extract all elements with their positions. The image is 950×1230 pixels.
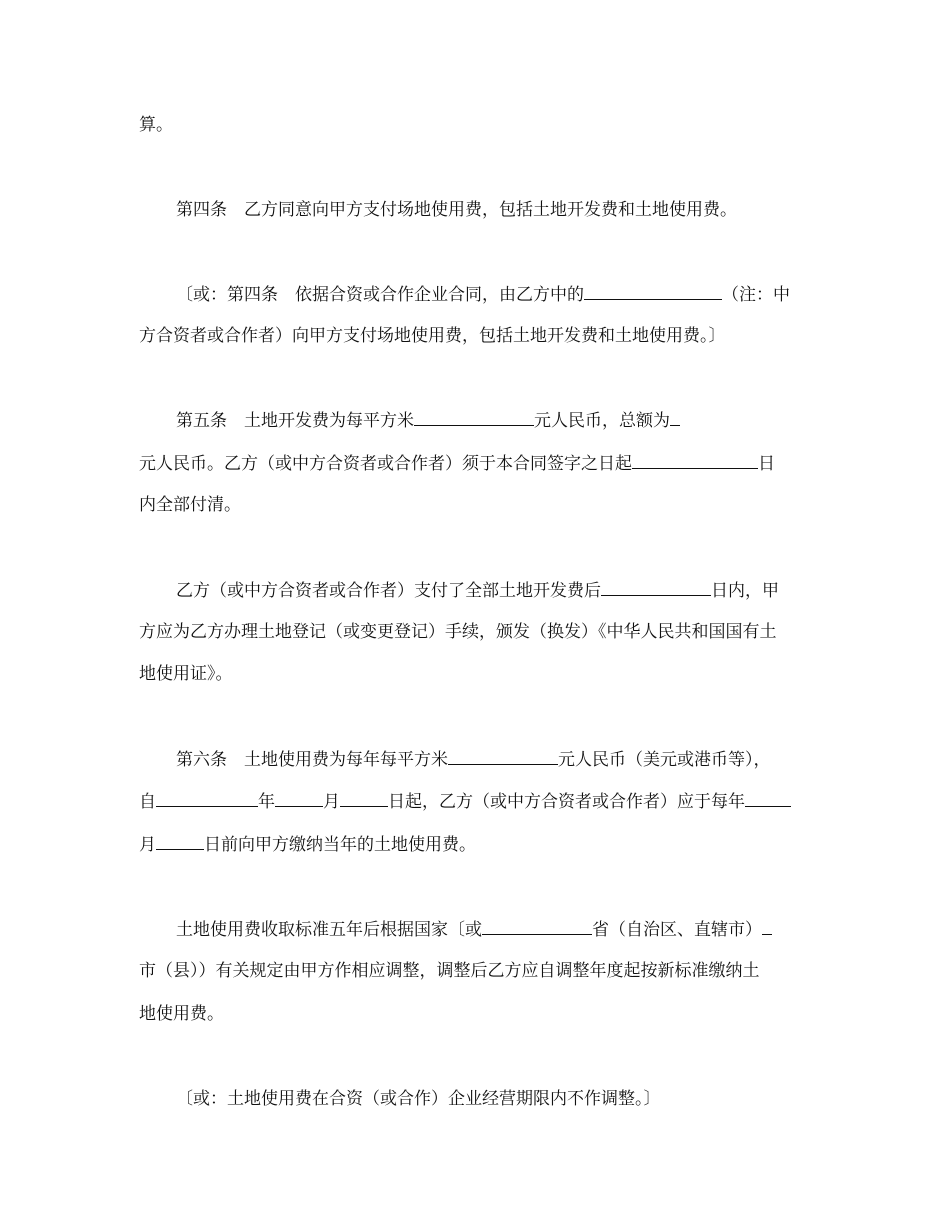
- text-line: 地使用证》。: [139, 664, 233, 684]
- text-line: 月: [139, 835, 156, 855]
- text-line: 乙方（或中方合资者或合作者）支付了全部土地开发费后: [176, 581, 601, 601]
- paragraph-land-registration-line-1: [176, 579, 816, 602]
- article-5-line-1: [176, 409, 816, 432]
- article-text: 元人民币（美元或港币等），: [558, 750, 771, 770]
- article-text: 乙方同意向甲方支付场地使用费，包括土地开发费和土地使用费。: [244, 200, 737, 220]
- fill-blank: [601, 579, 711, 596]
- fill-blank: [584, 283, 722, 300]
- fill-blank: [632, 452, 758, 469]
- fill-blank: [156, 790, 258, 807]
- text-line: 日前向甲方缴纳当年的土地使用费。: [204, 835, 476, 855]
- text-line: 元人民币。乙方（或中方合资者或合作者）须于本合同签字之日起: [139, 454, 632, 474]
- fill-blank: [670, 409, 680, 426]
- text-line: 〔或：土地使用费在合资（或合作）企业经营期限内不作调整。〕: [176, 1089, 661, 1109]
- article-text: 土地使用费为每年每平方米: [244, 750, 448, 770]
- fill-blank: [156, 833, 204, 850]
- fill-blank: [414, 409, 534, 426]
- text-line: 自: [139, 792, 156, 812]
- article-text: 元人民币，总额为: [534, 411, 670, 431]
- text-line: 算。: [139, 115, 173, 135]
- article-5-line-3: [139, 494, 814, 516]
- fill-blank: [745, 790, 791, 807]
- text-line: 地使用费。: [139, 1004, 224, 1024]
- article-4-alt-line-1: [176, 283, 816, 306]
- article-6-line-3: [139, 833, 814, 856]
- article-number: 〔或：第四条: [176, 285, 278, 305]
- paragraph-land-registration-line-2: [139, 621, 814, 643]
- fill-blank: [448, 748, 558, 765]
- article-text: （注：中: [722, 285, 790, 305]
- text-line: 市（县））有关规定由甲方作相应调整，调整后乙方应自调整年度起按新标准缴纳土: [139, 961, 760, 981]
- article-4: [176, 199, 816, 221]
- text-line: 日起，乙方（或中方合资者或合作者）应于每年: [388, 792, 745, 812]
- article-text: 依据合资或合作企业合同，由乙方中的: [295, 285, 584, 305]
- paragraph-fee-alternative: [176, 1088, 816, 1110]
- text-line: 日: [758, 454, 775, 474]
- article-text: 土地开发费为每平方米: [244, 411, 414, 431]
- fill-blank: [762, 918, 772, 935]
- fill-blank: [482, 918, 592, 935]
- article-number: 第六条: [176, 750, 227, 770]
- article-6-line-2: [139, 790, 814, 813]
- article-5-line-2: [139, 452, 814, 475]
- paragraph-land-registration-line-3: [139, 663, 814, 685]
- text-line: 年: [258, 792, 275, 812]
- text-line: 内全部付清。: [139, 495, 241, 515]
- article-number: 第四条: [176, 200, 227, 220]
- text-line: 日内，甲: [711, 581, 779, 601]
- article-6-line-1: [176, 748, 816, 771]
- text-line: 方应为乙方办理土地登记（或变更登记）手续，颁发（换发）《中华人民共和国国有土: [139, 622, 777, 642]
- paragraph-continuation: [139, 114, 814, 136]
- article-number: 第五条: [176, 411, 227, 431]
- paragraph-fee-adjustment-line-2: [139, 960, 814, 982]
- fill-blank: [340, 790, 388, 807]
- text-line: 省（自治区、直辖市）: [592, 920, 762, 940]
- text-line: 土地使用费收取标准五年后根据国家〔或: [176, 920, 482, 940]
- text-line: 方合资者或合作者）向甲方支付场地使用费，包括土地开发费和土地使用费。〕: [139, 326, 726, 346]
- paragraph-fee-adjustment-line-3: [139, 1003, 814, 1025]
- article-4-alt-line-2: [139, 325, 814, 347]
- text-line: 月: [323, 792, 340, 812]
- paragraph-fee-adjustment-line-1: [176, 918, 816, 941]
- fill-blank: [275, 790, 323, 807]
